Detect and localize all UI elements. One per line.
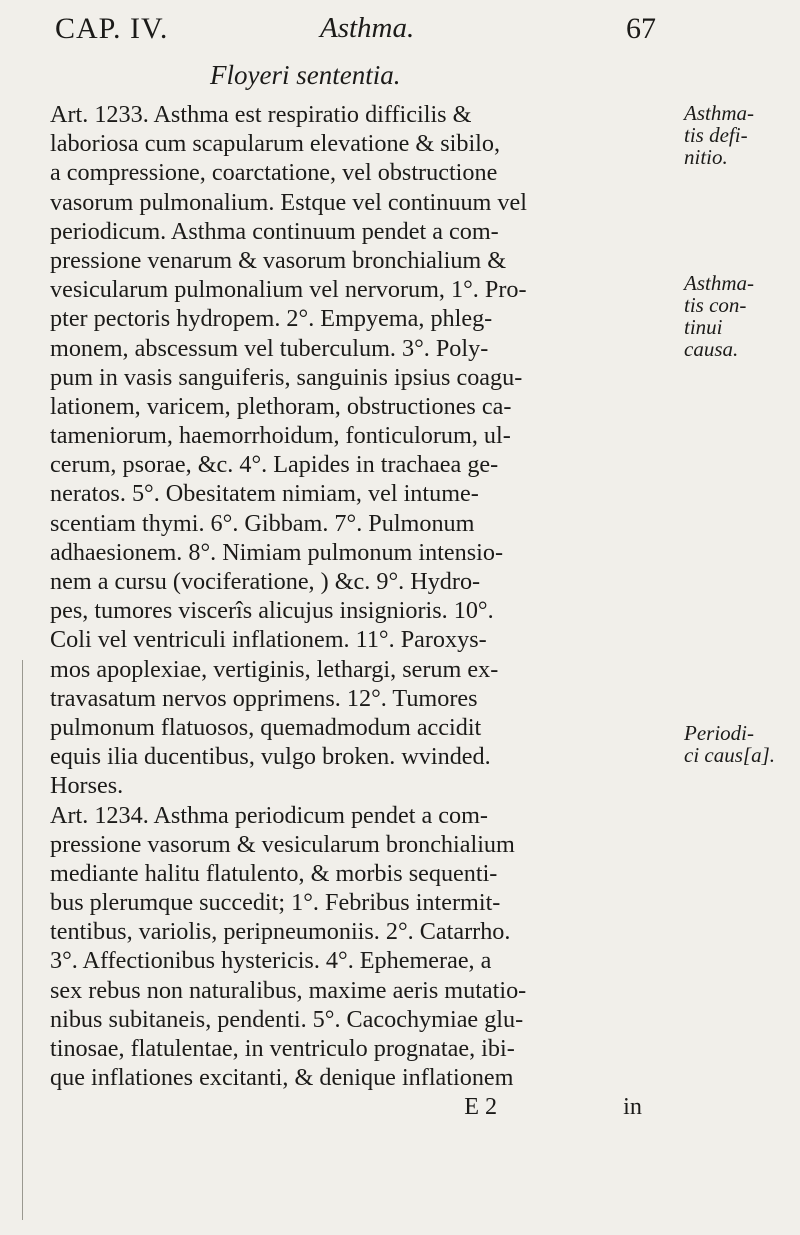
signature-mark: E 2 xyxy=(464,1093,498,1121)
running-title: Asthma. xyxy=(320,12,415,44)
text-line: pressione venarum & vasorum bronchialium & xyxy=(50,246,507,274)
margin-note-line: nitio. xyxy=(684,145,728,169)
text-line: cerum, psorae, &c. 4°. Lapides in trachaea ge- xyxy=(50,451,499,479)
text-line: sex rebus non naturalibus, maxime aeris mutatio- xyxy=(50,976,527,1004)
text-line: lationem, varicem, plethoram, obstructiones ca- xyxy=(50,392,512,420)
margin-note-periodic-cause xyxy=(684,722,794,766)
text-line: mediante halitu flatulento, & morbis sequenti- xyxy=(50,859,498,887)
text-line: bus plerumque succedit; 1°. Febribus intermit- xyxy=(50,889,501,917)
page-number: 67 xyxy=(626,12,656,45)
text-line: nem a cursu (vociferatione, ) &c. 9°. Hydro- xyxy=(50,568,481,595)
text-line: mos apoplexiae, vertiginis, lethargi, serum ex- xyxy=(50,655,499,683)
text-line: tentibus, variolis, peripneumoniis. 2°. Catarrho. xyxy=(50,918,511,946)
margin-note-line: tis con- xyxy=(684,293,747,317)
text-line: a compressione, coarctatione, vel obstructione xyxy=(50,159,498,187)
text-line: tameniorum, haemorrhoidum, fonticulorum, ul- xyxy=(50,422,511,450)
margin-note-definition xyxy=(684,102,794,168)
text-line: Horses. xyxy=(50,772,124,800)
text-line: 3°. Affectionibus hystericis. 4°. Ephemerae, a xyxy=(50,947,492,975)
margin-note-line: ci caus[a]. xyxy=(684,743,775,767)
margin-note-continuous-cause xyxy=(684,272,794,360)
text-line: que inflationes excitanti, & denique inflationem xyxy=(50,1064,514,1092)
text-line: Coli vel ventriculi inflationem. 11°. Paroxys- xyxy=(50,626,487,654)
margin-note-line: Asthma- xyxy=(684,101,754,125)
text-line: tinosae, flatulentae, in ventriculo prognatae, ibi- xyxy=(50,1035,515,1062)
text-line: monem, abscessum vel tuberculum. 3°. Poly- xyxy=(50,334,489,362)
text-line: pulmonum flatuosos, quemadmodum accidit xyxy=(50,713,482,741)
chapter-header: CAP. IV. xyxy=(55,12,169,45)
text-line: Art. 1234. Asthma periodicum pendet a com- xyxy=(50,801,488,829)
margin-note-line: Periodi- xyxy=(684,721,754,745)
text-line: travasatum nervos opprimens. 12°. Tumores xyxy=(50,684,478,712)
section-subtitle: Floyeri sententia. xyxy=(210,60,401,90)
margin-note-line: causa. xyxy=(684,337,739,361)
text-line: laboriosa cum scapularum elevatione & sibilo, xyxy=(50,130,501,158)
text-line: nibus subitaneis, pendenti. 5°. Cacochymiae glu- xyxy=(50,1005,524,1033)
text-line: scentiam thymi. 6°. Gibbam. 7°. Pulmonum xyxy=(50,509,475,537)
margin-note-line: tinui xyxy=(684,315,723,339)
text-line: vesicularum pulmonalium vel nervorum, 1°. Pro- xyxy=(50,276,527,304)
text-line: pes, tumores viscerîs alicujus insignioris. 10°. xyxy=(50,597,494,625)
text-line: pter pectoris hydropem. 2°. Empyema, phleg- xyxy=(50,305,493,333)
margin-note-line: tis defi- xyxy=(684,123,748,147)
text-line: Art. 1233. Asthma est respiratio difficilis & xyxy=(50,101,472,128)
text-line: equis ilia ducentibus, vulgo broken. wvinded. xyxy=(50,743,491,771)
gutter-shadow-line xyxy=(22,660,23,1220)
catchword: in xyxy=(623,1093,642,1121)
body-text xyxy=(50,100,682,1122)
text-line: neratos. 5°. Obesitatem nimiam, vel intume- xyxy=(50,480,479,508)
text-line: vasorum pulmonalium. Estque vel continuum vel xyxy=(50,188,527,216)
text-line: periodicum. Asthma continuum pendet a com- xyxy=(50,217,499,245)
text-line: pressione vasorum & vesicularum bronchialium xyxy=(50,830,515,858)
text-line: pum in vasis sanguiferis, sanguinis ipsius coagu- xyxy=(50,363,523,391)
margin-note-line: Asthma- xyxy=(684,271,754,295)
text-line: adhaesionem. 8°. Nimiam pulmonum intensio- xyxy=(50,538,504,566)
